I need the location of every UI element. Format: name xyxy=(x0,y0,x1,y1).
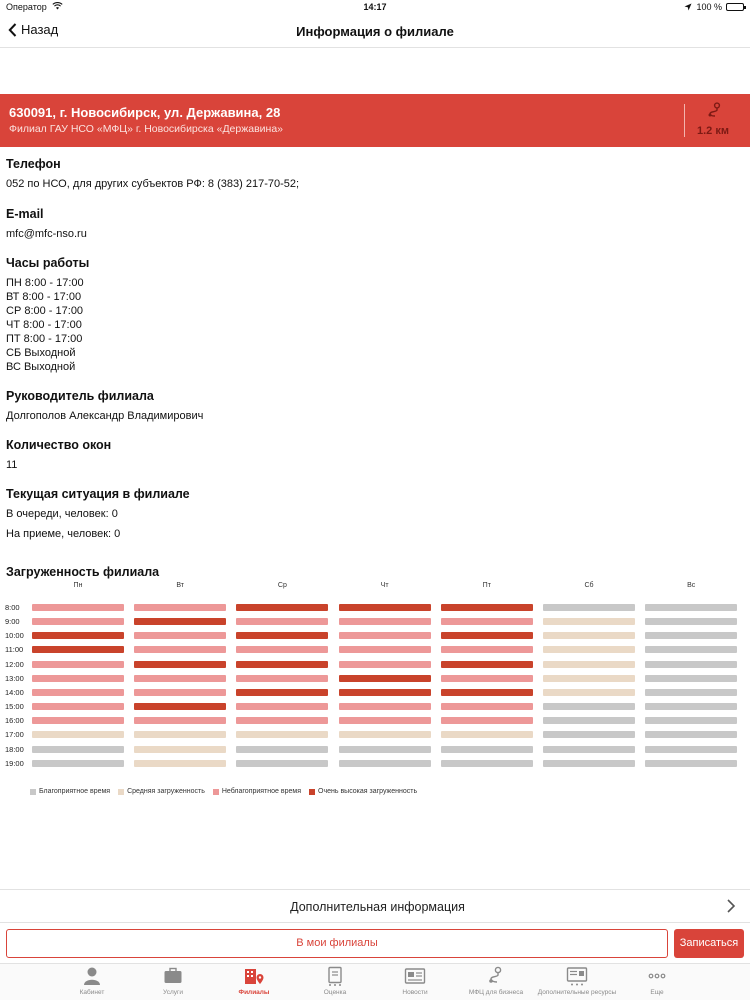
more-icon xyxy=(647,966,667,986)
load-cell xyxy=(236,717,328,724)
load-cell xyxy=(645,632,737,639)
tab-branches[interactable] xyxy=(212,966,296,996)
load-cell xyxy=(441,604,533,611)
tab-label: Еще xyxy=(650,989,664,996)
hour-label: 10:00 xyxy=(5,631,24,641)
day-label: Пт xyxy=(482,582,491,589)
add-to-my-branches-button[interactable]: В мои филиалы xyxy=(6,929,668,958)
load-cell xyxy=(339,760,431,767)
load-cell xyxy=(134,604,226,611)
windows-section xyxy=(6,438,741,472)
back-label: Назад xyxy=(21,22,59,37)
load-cell xyxy=(441,632,533,639)
load-cell xyxy=(339,746,431,753)
load-cell xyxy=(543,675,635,682)
tab-label: Услуги xyxy=(163,989,183,996)
tab-label: Филиалы xyxy=(238,989,270,996)
hour-label: 11:00 xyxy=(5,645,24,655)
manager-value: Долгополов Александр Владимирович xyxy=(6,410,204,422)
load-cell xyxy=(645,661,737,668)
load-cell xyxy=(441,646,533,653)
load-cell xyxy=(32,731,124,738)
situation-section xyxy=(6,487,741,541)
load-cell xyxy=(32,646,124,653)
hour-label: 8:00 xyxy=(5,603,20,612)
load-cell xyxy=(441,703,533,710)
hours-line: СР 8:00 - 17:00 xyxy=(6,305,84,317)
legend-item xyxy=(213,788,301,795)
hour-label: 13:00 xyxy=(5,673,24,683)
tab-more[interactable] xyxy=(615,966,699,996)
phone-value[interactable]: 052 по НСО, для других субъектов РФ: 8 (383) 217-70-52; xyxy=(6,178,300,190)
load-cell xyxy=(339,604,431,611)
load-cell xyxy=(32,618,124,625)
load-heading: Загруженность филиала xyxy=(6,565,160,579)
load-cell xyxy=(134,746,226,753)
load-cell xyxy=(236,675,328,682)
load-cell xyxy=(339,646,431,653)
rating-icon xyxy=(325,966,345,986)
hours-line: ВС Выходной xyxy=(6,361,76,373)
load-cell xyxy=(543,604,635,611)
situation-heading: Текущая ситуация в филиале xyxy=(6,487,190,501)
email-heading: E-mail xyxy=(6,207,44,221)
branches-icon xyxy=(243,966,265,986)
hours-line: ЧТ 8:00 - 17:00 xyxy=(6,319,82,331)
legend-swatch xyxy=(309,789,315,795)
carrier-label: Оператор xyxy=(6,2,47,12)
hours-line: ВТ 8:00 - 17:00 xyxy=(6,291,82,303)
tab-resources[interactable] xyxy=(535,966,619,996)
tab-cabinet[interactable] xyxy=(50,966,134,996)
load-legend xyxy=(30,788,417,795)
load-cell xyxy=(543,731,635,738)
business-icon xyxy=(486,966,506,986)
legend-label: Неблагоприятное время xyxy=(221,788,301,795)
page-title: Информация о филиале xyxy=(296,24,454,39)
load-cell xyxy=(32,661,124,668)
legend-swatch xyxy=(30,789,36,795)
sign-up-button[interactable]: Записаться xyxy=(674,929,744,958)
load-cell xyxy=(134,661,226,668)
load-cell xyxy=(543,618,635,625)
load-cell xyxy=(441,731,533,738)
load-cell xyxy=(236,689,328,696)
load-cell xyxy=(645,703,737,710)
battery-percent: 100 % xyxy=(696,2,722,12)
load-cell xyxy=(543,689,635,696)
tab-label: МФЦ для бизнеса xyxy=(468,989,524,996)
branch-name: Филиал ГАУ НСО «МФЦ» г. Новосибирска «Державина» xyxy=(9,123,284,135)
manager-section xyxy=(6,389,741,423)
clock: 14:17 xyxy=(363,2,387,12)
load-cell xyxy=(32,760,124,767)
day-label: Чт xyxy=(380,582,389,589)
load-cell xyxy=(32,689,124,696)
hour-label: 9:00 xyxy=(5,617,20,627)
reception-count: На приеме, человек: 0 xyxy=(6,528,121,540)
load-cell xyxy=(645,646,737,653)
person-icon xyxy=(82,966,102,986)
load-cell xyxy=(236,760,328,767)
legend-swatch xyxy=(213,789,219,795)
legend-label: Очень высокая загруженность xyxy=(318,788,418,795)
load-cell xyxy=(134,703,226,710)
branch-address-banner[interactable] xyxy=(0,94,750,147)
load-cell xyxy=(236,746,328,753)
load-cell xyxy=(441,618,533,625)
load-cell xyxy=(543,646,635,653)
load-cell xyxy=(134,717,226,724)
hour-label: 12:00 xyxy=(5,659,24,669)
day-label: Пн xyxy=(73,582,83,589)
load-cell xyxy=(236,604,328,611)
tab-rating[interactable] xyxy=(293,966,377,996)
load-cell xyxy=(339,689,431,696)
load-cell xyxy=(645,746,737,753)
load-cell xyxy=(236,632,328,639)
load-cell xyxy=(543,717,635,724)
load-cell xyxy=(441,689,533,696)
legend-item xyxy=(30,788,110,795)
day-label: Сб xyxy=(584,582,594,589)
load-cell xyxy=(339,618,431,625)
day-label: Вт xyxy=(176,582,185,589)
load-cell xyxy=(645,675,737,682)
tab-label: Новости xyxy=(402,989,428,996)
battery-icon xyxy=(726,3,744,11)
news-icon xyxy=(404,966,426,986)
chevron-right-icon xyxy=(726,899,736,913)
load-cell xyxy=(32,717,124,724)
hours-line: ПТ 8:00 - 17:00 xyxy=(6,333,83,345)
load-cell xyxy=(543,632,635,639)
load-cell xyxy=(645,760,737,767)
briefcase-icon xyxy=(163,966,183,986)
load-cell xyxy=(543,703,635,710)
load-cell xyxy=(236,703,328,710)
tab-news[interactable] xyxy=(373,966,457,996)
load-cell xyxy=(134,760,226,767)
legend-swatch xyxy=(118,789,124,795)
hour-label: 18:00 xyxy=(5,744,24,754)
phone-section xyxy=(6,157,741,191)
load-cell xyxy=(236,618,328,625)
hours-heading: Часы работы xyxy=(6,256,90,270)
load-cell xyxy=(134,731,226,738)
tab-business[interactable] xyxy=(454,966,538,996)
load-cell xyxy=(645,689,737,696)
branch-address: 630091, г. Новосибирск, ул. Державина, 28 xyxy=(9,105,281,120)
load-cell xyxy=(441,746,533,753)
load-cell xyxy=(134,646,226,653)
load-cell xyxy=(543,661,635,668)
load-cell xyxy=(32,746,124,753)
hours-section xyxy=(6,256,741,374)
load-cell xyxy=(339,703,431,710)
tab-label: Оценка xyxy=(323,989,347,996)
load-cell xyxy=(339,731,431,738)
legend-label: Средняя загруженность xyxy=(127,788,205,795)
hour-label: 15:00 xyxy=(5,702,24,712)
email-value[interactable]: mfc@mfc-nso.ru xyxy=(6,228,87,240)
legend-item xyxy=(118,788,205,795)
distance-value: 1.2 км xyxy=(697,125,729,137)
email-section xyxy=(6,207,741,241)
hour-label: 14:00 xyxy=(5,687,24,697)
load-cell xyxy=(134,632,226,639)
load-cell xyxy=(645,604,737,611)
hours-line: ПН 8:00 - 17:00 xyxy=(6,277,84,289)
day-label: Вс xyxy=(687,582,696,589)
hour-label: 19:00 xyxy=(5,758,24,768)
tab-services[interactable] xyxy=(131,966,215,996)
load-cell xyxy=(236,731,328,738)
tab-bar xyxy=(0,963,750,1000)
location-arrow-icon xyxy=(684,3,692,11)
route-icon xyxy=(706,102,724,118)
load-cell xyxy=(134,675,226,682)
load-cell xyxy=(645,731,737,738)
tab-label: Кабинет xyxy=(79,989,105,996)
load-cell xyxy=(339,675,431,682)
load-cell xyxy=(339,717,431,724)
load-cell xyxy=(543,760,635,767)
load-cell xyxy=(441,760,533,767)
load-cell xyxy=(32,604,124,611)
hour-label: 17:00 xyxy=(5,730,24,740)
load-cell xyxy=(441,661,533,668)
day-label: Ср xyxy=(277,582,287,589)
load-cell xyxy=(236,661,328,668)
phone-heading: Телефон xyxy=(6,157,61,171)
load-cell xyxy=(339,632,431,639)
load-cell xyxy=(645,618,737,625)
load-cell xyxy=(32,703,124,710)
load-cell xyxy=(134,618,226,625)
load-cell xyxy=(441,675,533,682)
windows-value: 11 xyxy=(6,459,18,471)
additional-info-row[interactable] xyxy=(0,889,750,923)
windows-heading: Количество окон xyxy=(6,438,112,452)
load-cell xyxy=(441,717,533,724)
banner-divider xyxy=(684,104,685,137)
tab-label: Дополнительные ресурсы xyxy=(537,989,617,996)
load-cell xyxy=(236,646,328,653)
hour-label: 16:00 xyxy=(5,716,24,726)
hours-line: СБ Выходной xyxy=(6,347,76,359)
resources-icon xyxy=(566,966,588,986)
manager-heading: Руководитель филиала xyxy=(6,389,154,403)
load-cell xyxy=(32,632,124,639)
additional-info-label: Дополнительная информация xyxy=(290,900,465,914)
queue-count: В очереди, человек: 0 xyxy=(6,508,118,520)
load-cell xyxy=(134,689,226,696)
legend-item xyxy=(309,788,417,795)
load-cell xyxy=(645,717,737,724)
navigation-bar xyxy=(0,14,750,48)
load-cell xyxy=(543,746,635,753)
load-cell xyxy=(32,675,124,682)
legend-label: Благоприятное время xyxy=(39,788,111,795)
status-bar xyxy=(0,0,750,14)
load-cell xyxy=(339,661,431,668)
